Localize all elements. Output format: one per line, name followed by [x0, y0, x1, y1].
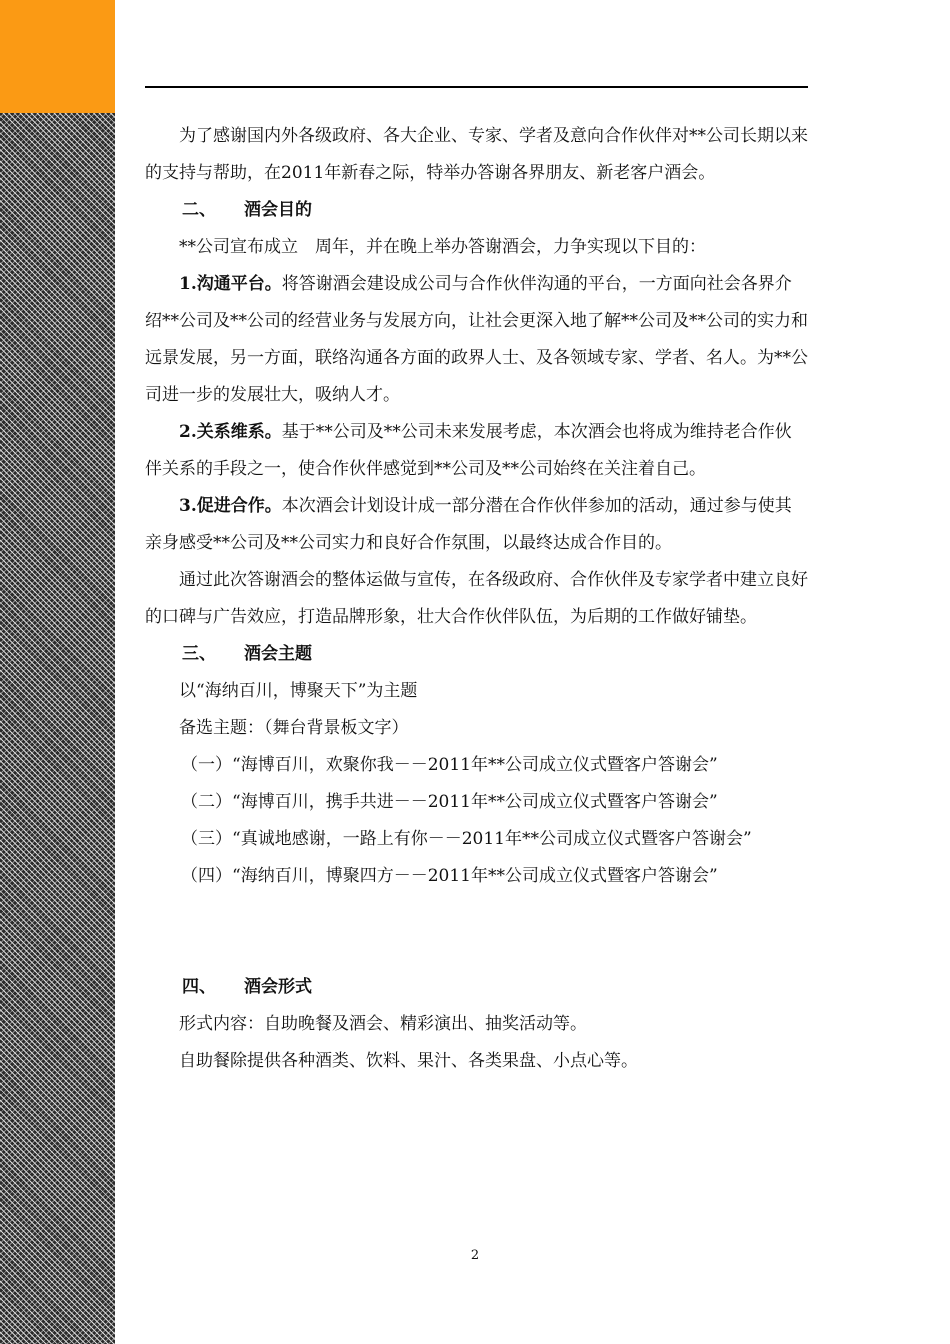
purpose-item-label: 1.沟通平台。 [179, 274, 282, 294]
purpose-item [145, 488, 808, 562]
section-heading-theme [145, 636, 808, 673]
spacer [145, 895, 808, 969]
section-heading-purpose [145, 192, 808, 229]
page-number: 2 [470, 1248, 480, 1263]
purpose-item-text: 将答谢酒会建设成公司与合作伙伴沟通的平台，一方面向社会各界介绍**公司及**公司的经营业务与发展方向，让社会更深入地了解**公司及**公司的实力和远景发展，另一方面，联络沟通各方面的政界人士、及各领域专家、学者、名人。为**公司进一步的发展壮大，吸纳人才。 [145, 274, 808, 405]
purpose-lead: **公司宣布成立 周年，并在晚上举办答谢酒会，力争实现以下目的： [179, 237, 706, 257]
section-title: 酒会形式 [244, 977, 312, 997]
section-number: 四、 [182, 977, 216, 997]
section-number: 三、 [182, 644, 216, 664]
purpose-item-label: 2.关系维系。 [179, 422, 282, 442]
purpose-item-text: 基于**公司及**公司未来发展考虑，本次酒会也将成为维持老合作伙伴关系的手段之一，使合作伙伴感觉到**公司及**公司始终在关注着自己。 [145, 422, 792, 479]
purpose-item-label: 3.促进合作。 [179, 496, 282, 516]
theme-option: （三）“真诚地感谢，一路上有你－－2011年**公司成立仪式暨客户答谢会” [181, 829, 752, 849]
alt-theme-label: 备选主题：（舞台背景板文字） [179, 718, 409, 738]
format-line: 自助餐除提供各种酒类、饮料、果汁、各类果盘、小点心等。 [179, 1051, 638, 1071]
section-number: 二、 [182, 200, 216, 220]
theme-option: （四）“海纳百川，博聚四方－－2011年**公司成立仪式暨客户答谢会” [181, 866, 718, 886]
sidebar-pattern-strip [0, 113, 115, 1344]
purpose-item [145, 414, 808, 488]
section-title: 酒会目的 [244, 200, 312, 220]
document-body [145, 118, 808, 1080]
purpose-item [145, 266, 808, 414]
intro-paragraph: 为了感谢国内外各级政府、各大企业、专家、学者及意向合作伙伴对**公司长期以来的支持与帮助，在2011年新春之际，特举办答谢各界朋友、新老客户酒会。 [145, 126, 808, 183]
section-title: 酒会主题 [244, 644, 312, 664]
sidebar-orange-block [0, 0, 115, 113]
header-rule [145, 86, 808, 88]
theme-option: （一）“海博百川，欢聚你我－－2011年**公司成立仪式暨客户答谢会” [181, 755, 718, 775]
purpose-summary: 通过此次答谢酒会的整体运做与宣传，在各级政府、合作伙伴及专家学者中建立良好的口碑与广告效应，打造品牌形象，壮大合作伙伴队伍，为后期的工作做好铺垫。 [145, 570, 808, 627]
purpose-item-text: 本次酒会计划设计成一部分潜在合作伙伴参加的活动，通过参与使其亲身感受**公司及**公司实力和良好合作氛围，以最终达成合作目的。 [145, 496, 792, 553]
main-theme: 以“海纳百川，博聚天下”为主题 [179, 681, 418, 701]
section-heading-format [145, 969, 808, 1006]
format-line: 形式内容：自助晚餐及酒会、精彩演出、抽奖活动等。 [179, 1014, 587, 1034]
theme-option: （二）“海博百川，携手共进－－2011年**公司成立仪式暨客户答谢会” [181, 792, 718, 812]
